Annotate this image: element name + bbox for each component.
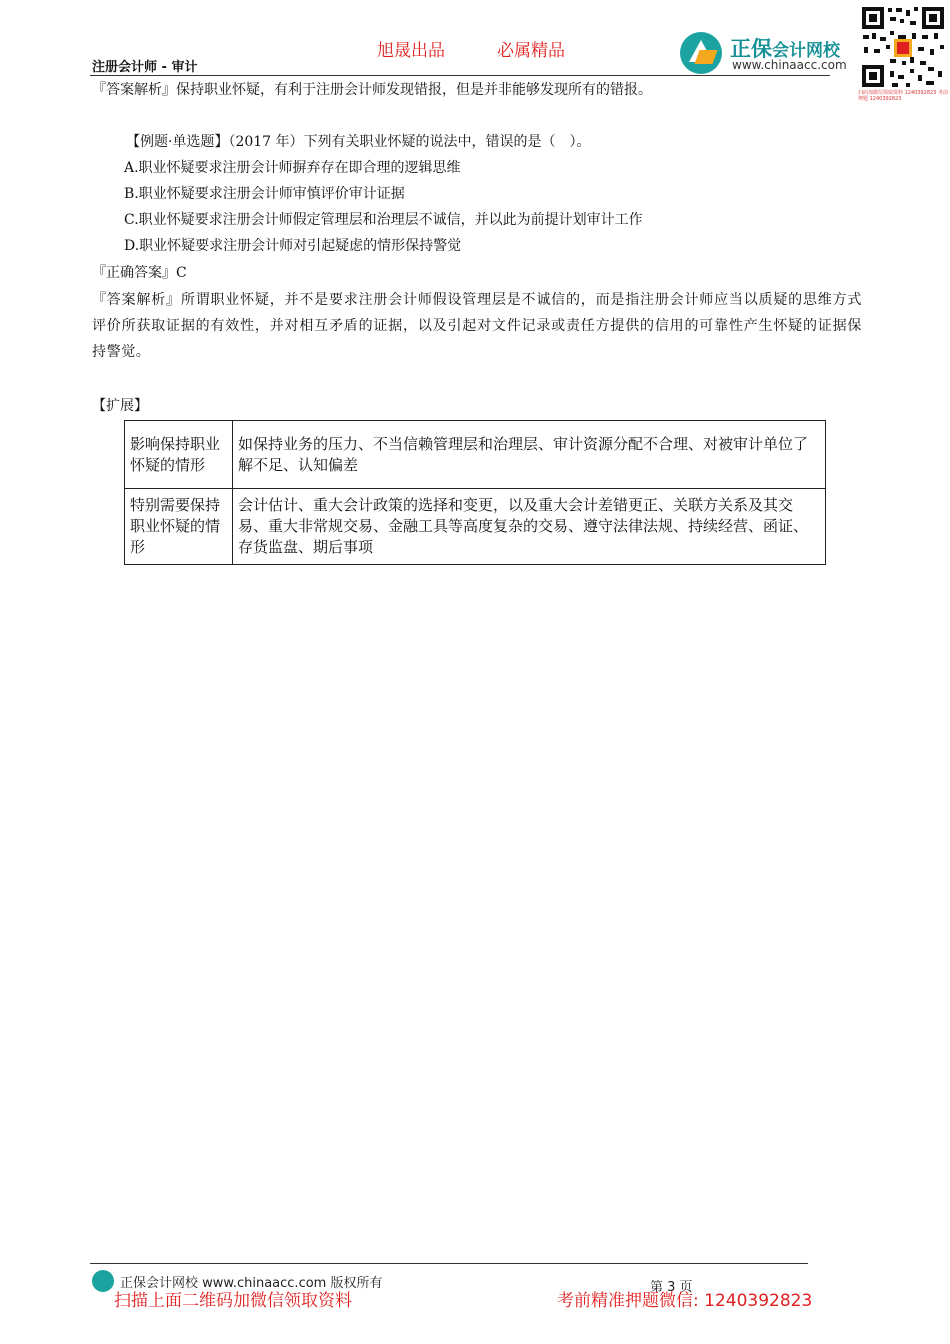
subject-title: 注册会计师 - 审计: [92, 60, 198, 75]
logo-name-small: 会计网校: [772, 41, 840, 61]
question-stem: 【例题·单选题】（2017 年）下列有关职业怀疑的说法中，错误的是（ ）。: [126, 134, 591, 150]
logo-url: www.chinaacc.com: [732, 58, 847, 72]
wechat-promo: 考前精准押题微信: 1240392823: [557, 1291, 813, 1311]
footer-divider: [90, 1263, 808, 1264]
promo-left-text: 旭晟出品: [377, 41, 445, 61]
scan-promo: 扫描上面二维码加微信领取资料: [114, 1291, 352, 1311]
option-d: D.职业怀疑要求注册会计师对引起疑虑的情形保持警觉: [124, 238, 462, 254]
footer-copyright: 正保会计网校 www.chinaacc.com 版权所有: [120, 1276, 383, 1291]
table-cell-key: 影响保持职业怀疑的情形: [125, 421, 233, 489]
table-row: [125, 421, 826, 489]
table-cell-key: 特别需要保持职业怀疑的情形: [125, 489, 233, 565]
option-b: B.职业怀疑要求注册会计师审慎评价审计证据: [124, 186, 405, 202]
chinaacc-logo-icon: [680, 32, 722, 74]
footer-logo-icon: [92, 1270, 114, 1292]
extension-title: 【扩展】: [92, 398, 148, 414]
page-number: 第 3 页: [650, 1280, 693, 1295]
logo-name-big: 正保: [730, 37, 772, 61]
promo-right-text: 必属精品: [497, 41, 565, 61]
option-a: A.职业怀疑要求注册会计师摒弃存在即合理的逻辑思维: [124, 160, 461, 176]
option-c: C.职业怀疑要求注册会计师假定管理层和治理层不诚信，并以此为前提计划审计工作: [124, 212, 643, 228]
correct-answer: 『正确答案』C: [92, 265, 187, 281]
table-cell-value: 如保持业务的压力、不当信赖管理层和治理层、审计资源分配不合理、对被审计单位了解不足、认知偏差: [233, 421, 826, 489]
answer-analysis: 『答案解析』所谓职业怀疑，并不是要求注册会计师假设管理层是不诚信的，而是指注册会计师应当以质疑的思维方式评价所获取证据的有效性，并对相互矛盾的证据，以及引起对文件记录或责任方提供的信用的可靠性产生怀疑的证据保持警觉。: [92, 292, 862, 360]
extension-table: [124, 420, 826, 565]
first-analysis: 『答案解析』保持职业怀疑，有利于注册会计师发现错报，但是并非能够发现所有的错报。: [92, 82, 652, 98]
table-row: [125, 489, 826, 565]
table-cell-value: 会计估计、重大会计政策的选择和变更，以及重大会计差错更正、关联方关系及其交易、重大非常规交易、金融工具等高度复杂的交易、遵守法律法规、持续经营、函证、存货监盘、期后事项: [233, 489, 826, 565]
qr-note: 扫码加微信领取资料 1240392823 考前押题 1240392823: [858, 90, 948, 102]
header-divider: [90, 75, 830, 76]
qr-code-icon: [860, 5, 946, 89]
